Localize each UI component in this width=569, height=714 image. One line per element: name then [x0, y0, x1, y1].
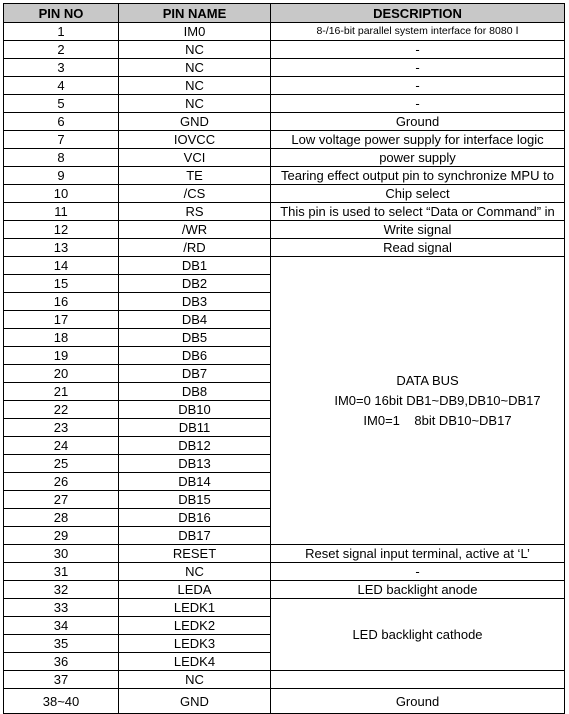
pin-name: LEDA: [119, 581, 271, 599]
pin-name: NC: [119, 77, 271, 95]
pin-name: DB15: [119, 491, 271, 509]
pin-no: 35: [4, 635, 119, 653]
table-row: [4, 95, 565, 113]
table-row: [4, 77, 565, 95]
table-row: [4, 689, 565, 714]
table-row: [4, 149, 565, 167]
pin-no: 36: [4, 653, 119, 671]
pin-description: [271, 671, 565, 689]
pin-name: DB7: [119, 365, 271, 383]
pin-description: Ground: [271, 113, 565, 131]
pin-name: DB12: [119, 437, 271, 455]
pin-no: 19: [4, 347, 119, 365]
pin-name: DB17: [119, 527, 271, 545]
pin-no: 28: [4, 509, 119, 527]
pin-name: DB10: [119, 401, 271, 419]
table-row: [4, 113, 565, 131]
table-row: [4, 545, 565, 563]
pin-description: Read signal: [271, 239, 565, 257]
pin-no: 15: [4, 275, 119, 293]
table-row: [4, 23, 565, 41]
pin-no: 11: [4, 203, 119, 221]
pin-name: /CS: [119, 185, 271, 203]
pin-name: DB3: [119, 293, 271, 311]
pin-no: 13: [4, 239, 119, 257]
pin-name: /RD: [119, 239, 271, 257]
pin-no: 6: [4, 113, 119, 131]
pin-name: TE: [119, 167, 271, 185]
table-row: [4, 203, 565, 221]
header-row: [4, 4, 565, 23]
pin-description: Reset signal input terminal, active at ‘L’: [271, 545, 565, 563]
pin-description: power supply: [271, 149, 565, 167]
pin-no: 2: [4, 41, 119, 59]
pin-no: 16: [4, 293, 119, 311]
pin-name: DB4: [119, 311, 271, 329]
pin-no: 26: [4, 473, 119, 491]
pin-name: IOVCC: [119, 131, 271, 149]
pin-name: GND: [119, 689, 271, 714]
pin-no: 32: [4, 581, 119, 599]
pin-no: 30: [4, 545, 119, 563]
pin-description: -: [271, 95, 565, 113]
pin-name: LEDK3: [119, 635, 271, 653]
pin-description: 8-/16-bit parallel system interface for 8080 Ⅰ: [271, 23, 565, 41]
pin-description: -: [271, 59, 565, 77]
pin-no: 17: [4, 311, 119, 329]
pin-no: 25: [4, 455, 119, 473]
pin-no: 7: [4, 131, 119, 149]
pin-description: -: [271, 563, 565, 581]
pin-name: DB14: [119, 473, 271, 491]
pin-name: GND: [119, 113, 271, 131]
pin-name: NC: [119, 59, 271, 77]
table-row: [4, 167, 565, 185]
table-row: [4, 599, 565, 617]
data-bus-line-2: IM0=1 8bit DB10~DB17: [363, 412, 512, 428]
pin-no: 27: [4, 491, 119, 509]
pin-no: 29: [4, 527, 119, 545]
pin-no: 38~40: [4, 689, 119, 714]
table-row: [4, 563, 565, 581]
pin-no: 31: [4, 563, 119, 581]
pin-description: Low voltage power supply for interface logic: [271, 131, 565, 149]
pin-name: DB11: [119, 419, 271, 437]
pin-name: /WR: [119, 221, 271, 239]
pin-no: 3: [4, 59, 119, 77]
pin-name: DB13: [119, 455, 271, 473]
pin-name: IM0: [119, 23, 271, 41]
pin-description: Tearing effect output pin to synchronize MPU to: [271, 167, 565, 185]
pin-no: 34: [4, 617, 119, 635]
pin-name: DB2: [119, 275, 271, 293]
pin-name: LEDK1: [119, 599, 271, 617]
table-row: [4, 185, 565, 203]
header-pin-no: PIN NO: [4, 4, 119, 23]
table-row: [4, 257, 565, 275]
data-bus-line-1: IM0=0 16bit DB1~DB9,DB10~DB17: [334, 392, 541, 408]
header-description: DESCRIPTION: [271, 4, 565, 23]
pin-no: 1: [4, 23, 119, 41]
pin-name: DB8: [119, 383, 271, 401]
table-row: [4, 581, 565, 599]
pin-name: NC: [119, 671, 271, 689]
pin-name: RESET: [119, 545, 271, 563]
table-row: [4, 59, 565, 77]
header-pin-name: PIN NAME: [119, 4, 271, 23]
pin-name: DB16: [119, 509, 271, 527]
pin-no: 8: [4, 149, 119, 167]
pin-no: 37: [4, 671, 119, 689]
pin-name: RS: [119, 203, 271, 221]
table-row: [4, 221, 565, 239]
pin-description: -: [271, 41, 565, 59]
pin-no: 22: [4, 401, 119, 419]
pin-description: Write signal: [271, 221, 565, 239]
pin-no: 9: [4, 167, 119, 185]
pin-description: -: [271, 77, 565, 95]
table-row: [4, 131, 565, 149]
pin-name: DB1: [119, 257, 271, 275]
pin-no: 4: [4, 77, 119, 95]
pin-name: VCI: [119, 149, 271, 167]
pin-description: This pin is used to select “Data or Command” in: [271, 203, 565, 221]
pin-table: [3, 3, 565, 714]
pin-no: 14: [4, 257, 119, 275]
pin-no: 12: [4, 221, 119, 239]
pin-description: Chip select: [271, 185, 565, 203]
table-row: [4, 41, 565, 59]
pin-name: NC: [119, 95, 271, 113]
pin-no: 5: [4, 95, 119, 113]
pin-no: 23: [4, 419, 119, 437]
data-bus-description: [271, 257, 565, 545]
pin-name: NC: [119, 563, 271, 581]
table-row: [4, 239, 565, 257]
pin-no: 20: [4, 365, 119, 383]
pin-description: Ground: [271, 689, 565, 714]
pin-no: 21: [4, 383, 119, 401]
data-bus-title: DATA BUS: [396, 372, 459, 388]
pin-name: LEDK4: [119, 653, 271, 671]
led-cathode-description: LED backlight cathode: [271, 599, 565, 671]
pin-name: DB5: [119, 329, 271, 347]
pin-description: LED backlight anode: [271, 581, 565, 599]
pin-no: 33: [4, 599, 119, 617]
pin-name: LEDK2: [119, 617, 271, 635]
pin-no: 18: [4, 329, 119, 347]
table-row: [4, 671, 565, 689]
pin-name: NC: [119, 41, 271, 59]
pin-no: 24: [4, 437, 119, 455]
pin-no: 10: [4, 185, 119, 203]
pin-name: DB6: [119, 347, 271, 365]
